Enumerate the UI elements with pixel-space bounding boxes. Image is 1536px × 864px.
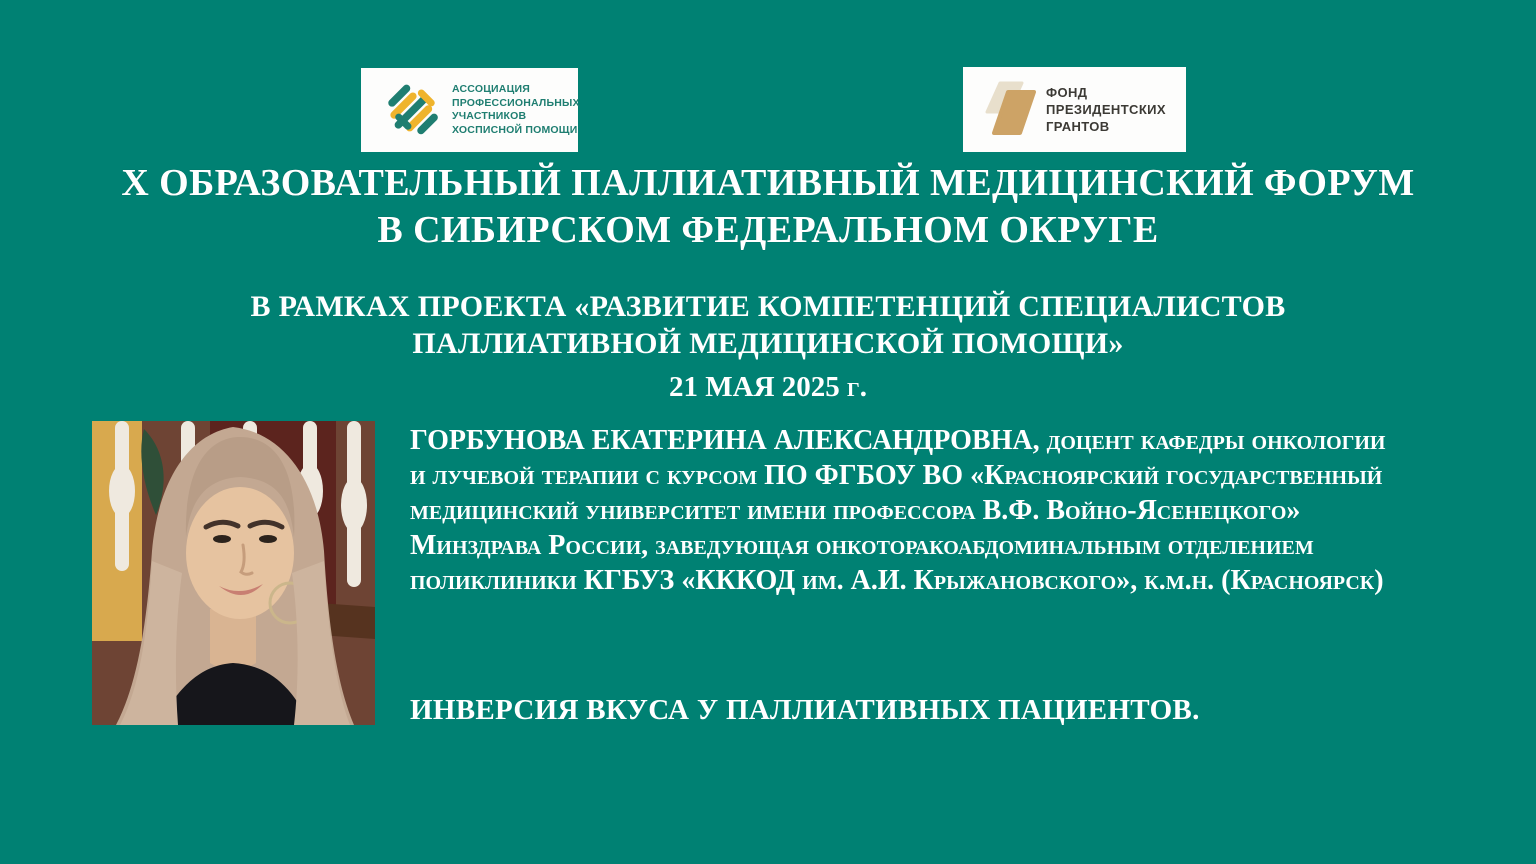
presidential-grants-icon	[975, 79, 1041, 141]
speaker-line-3: медицинский университет имени профессора В.Ф. Войно-Ясенецкого»	[410, 495, 1301, 526]
assoc-logo-line-2: ПРОФЕССИОНАЛЬНЫХ	[452, 96, 580, 109]
slide-subtitle-line-2: ПАЛЛИАТИВНОЙ МЕДИЦИНСКОЙ ПОМОЩИ»	[412, 327, 1124, 360]
speaker-description	[410, 423, 1490, 598]
speaker-line-5: поликлиники КГБУЗ «КККОД им. А.И. Крыжановского», к.м.н. (Красноярск)	[410, 565, 1384, 596]
hospice-association-logo	[361, 68, 578, 152]
assoc-logo-line-4: ХОСПИСНОЙ ПОМОЩИ	[452, 123, 578, 136]
speaker-line-1: ГОРБУНОВА ЕКАТЕРИНА АЛЕКСАНДРОВНА, доцент кафедры онкологии	[410, 425, 1386, 456]
speaker-photo	[92, 421, 375, 725]
speaker-line-2: и лучевой терапии с курсом ПО ФГБОУ ВО «Красноярский государственный	[410, 460, 1383, 491]
assoc-logo-line-3: УЧАСТНИКОВ	[452, 110, 527, 122]
photo-face	[186, 487, 294, 619]
photo-eye-right	[259, 535, 277, 543]
slide-subtitle-line-1: В РАМКАХ ПРОЕКТА «РАЗВИТИЕ КОМПЕТЕНЦИЙ СПЕЦИАЛИСТОВ	[250, 290, 1286, 323]
assoc-logo-line-1: АССОЦИАЦИЯ	[452, 83, 530, 95]
hospice-association-logo-text	[452, 83, 580, 137]
speaker-line-4: Минздрава России, заведующая онкоторакоабдоминальным отделением	[410, 530, 1314, 561]
presidential-grants-logo-text	[1046, 84, 1166, 135]
talk-title: ИНВЕРСИЯ ВКУСА У ПАЛЛИАТИВНЫХ ПАЦИЕНТОВ.	[410, 694, 1200, 726]
presidential-grants-logo	[963, 67, 1186, 152]
slide-title-line-2: В СИБИРСКОМ ФЕДЕРАЛЬНОМ ОКРУГЕ	[377, 209, 1159, 251]
grants-logo-line-1: ФОНД	[1046, 85, 1088, 100]
event-date: 21 МАЯ 2025 г.	[669, 371, 867, 403]
slide-subtitle	[0, 288, 1536, 362]
hospice-association-icon	[383, 77, 447, 143]
slide-title-line-1: X ОБРАЗОВАТЕЛЬНЫЙ ПАЛЛИАТИВНЫЙ МЕДИЦИНСКИЙ ФОРУМ	[121, 162, 1415, 204]
photo-eye-left	[213, 535, 231, 543]
slide-title	[0, 160, 1536, 254]
grants-logo-line-2: ПРЕЗИДЕНТСКИХ	[1046, 102, 1166, 117]
grants-logo-line-3: ГРАНТОВ	[1046, 119, 1110, 134]
